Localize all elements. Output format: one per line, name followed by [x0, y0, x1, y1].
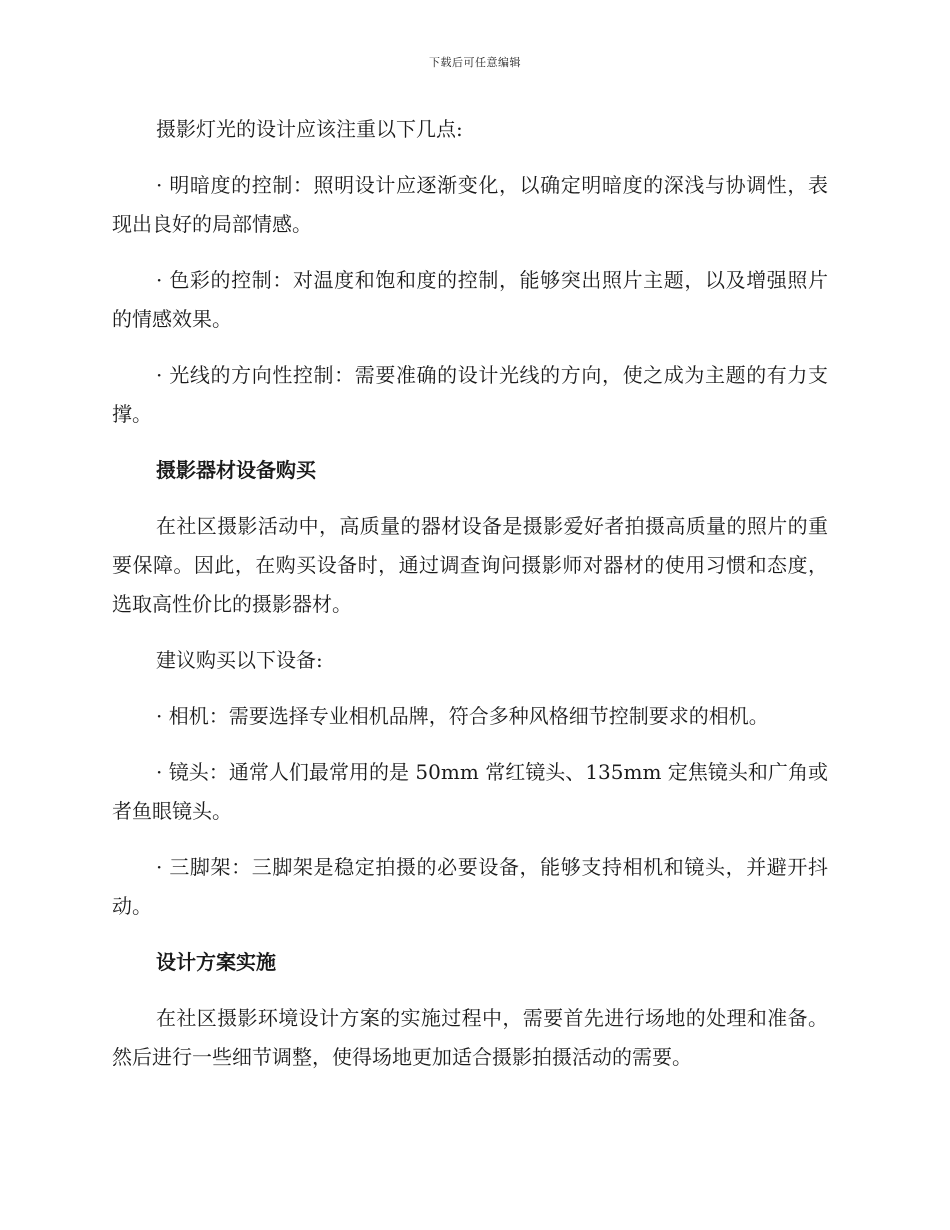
bullet-camera: · 相机：需要选择专业相机品牌，符合多种风格细节控制要求的相机。 [156, 704, 769, 728]
intro-paragraph: 摄影灯光的设计应该注重以下几点: [156, 117, 463, 141]
bullet-direction: · 光线的方向性控制：需要准确的设计光线的方向，使之成为主题的有力支撑。 [112, 363, 828, 426]
section-heading-equipment: 摄影器材设备购买 [156, 458, 316, 482]
bullet-tripod: · 三脚架：三脚架是稳定拍摄的必要设备，能够支持相机和镜头，并避开抖动。 [112, 855, 828, 918]
implementation-paragraph: 在社区摄影环境设计方案的实施过程中，需要首先进行场地的处理和准备。然后进行一些细节调整，使得场地更加适合摄影拍摄活动的需要。 [112, 1006, 828, 1069]
header-note: 下载后可任意编辑 [429, 56, 521, 69]
recommend-paragraph: 建议购买以下设备: [156, 648, 323, 672]
equipment-paragraph: 在社区摄影活动中，高质量的器材设备是摄影爱好者拍摄高质量的照片的重要保障。因此，在购买设备时，通过调查询问摄影师对器材的使用习惯和态度，选取高性价比的摄影器材。 [112, 514, 828, 616]
section-heading-implementation: 设计方案实施 [156, 950, 276, 974]
document-body [112, 110, 828, 1094]
bullet-lens: · 镜头：通常人们最常用的是 50mm 常红镜头、135mm 定焦镜头和广角或者鱼眼镜头。 [112, 760, 828, 823]
bullet-color: · 色彩的控制：对温度和饱和度的控制，能够突出照片主题，以及增强照片的情感效果。 [112, 268, 828, 331]
bullet-brightness: · 明暗度的控制：照明设计应逐渐变化，以确定明暗度的深浅与协调性，表现出良好的局部情感。 [112, 173, 828, 236]
